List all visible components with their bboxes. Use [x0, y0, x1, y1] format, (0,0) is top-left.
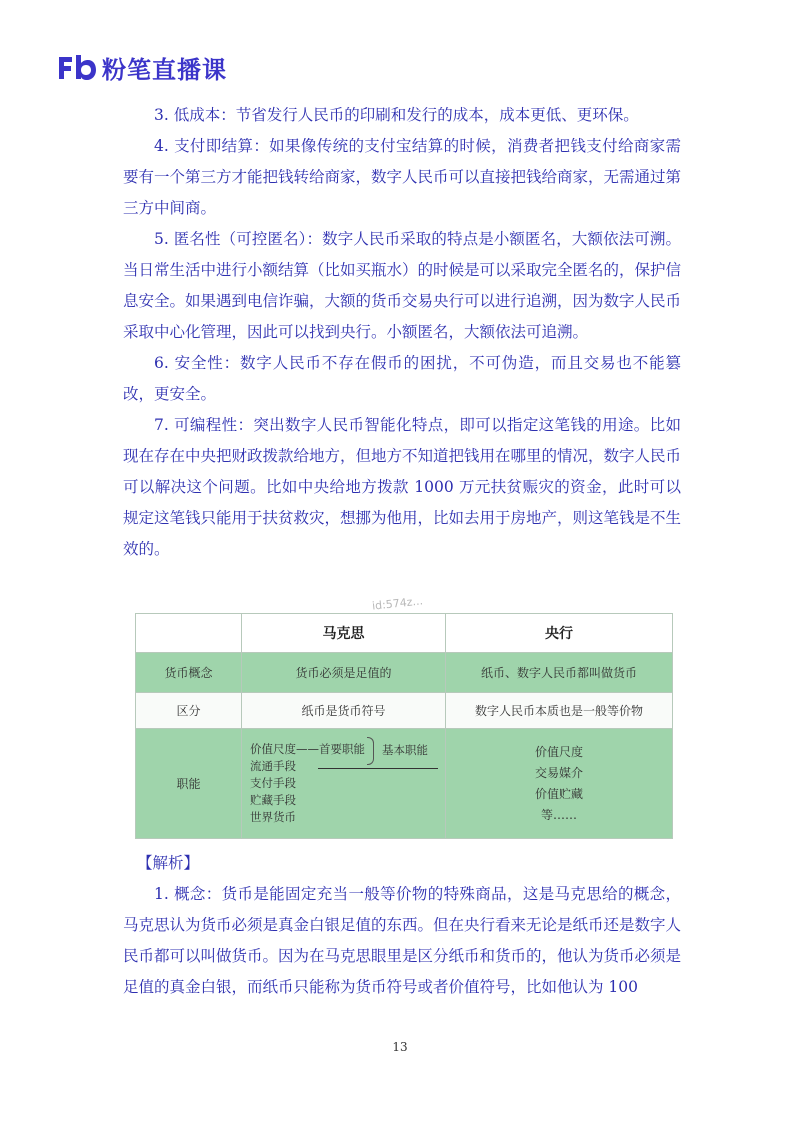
cell-central-bank-function	[446, 729, 673, 839]
row-label-concept: 货币概念	[136, 653, 242, 693]
comparison-figure	[135, 613, 673, 839]
logo	[56, 50, 227, 84]
paragraph-anonymity: 5. 匿名性（可控匿名）：数字人民币采取的特点是小额匿名，大额依法可溯。当日常生活中进行小额结算（比如买瓶水）的时候是可以采取完全匿名的，保护信息安全。如果遇到电信诈骗，大额的货币交易央行可以进行追溯，因为数字人民币采取中心化管理，因此可以找到央行。小额匿名，大额依法可追溯。	[123, 230, 682, 341]
row-label-function: 职能	[136, 729, 242, 839]
divider-line	[318, 768, 438, 769]
analysis-title: 【解析】	[137, 854, 200, 872]
header-central-bank: 央行	[446, 614, 673, 653]
paragraph-low-cost: 3. 低成本：节省发行人民币的印刷和发行的成本，成本更低、更环保。	[154, 106, 639, 124]
header-empty	[136, 614, 242, 653]
marx-function-item: 支付手段	[250, 776, 296, 790]
marx-function-item: 流通手段	[250, 759, 296, 773]
fenbi-logo-icon	[56, 53, 96, 81]
comparison-table	[135, 613, 673, 839]
paragraph-programmability: 7. 可编程性：突出数字人民币智能化特点，即可以指定这笔钱的用途。比如现在存在中央把财政拨款给地方，但地方不知道把钱用在哪里的情况，数字人民币可以解决这个问题。比如中央给地方拨款 1000 万元扶贫赈灾的资金，此时可以规定这笔钱只能用于扶贫救灾，想挪为他用，比如去用于房地产，则这笔钱是不生效的。	[123, 416, 682, 558]
central-bank-function-item: 交易媒介	[534, 765, 583, 780]
table-row-distinction	[136, 693, 673, 729]
cell-central-bank-distinction: 数字人民币本质也是一般等价物	[446, 693, 673, 729]
marx-function-item: 价值尺度——首要职能	[250, 742, 365, 756]
body-text	[123, 100, 681, 565]
watermark: id:574z...	[371, 594, 424, 613]
header-marx: 马克思	[242, 614, 446, 653]
paragraph-payment-settlement: 4. 支付即结算：如果像传统的支付宝结算的时候，消费者把钱支付给商家需要有一个第三方才能把钱转给商家，数字人民币可以直接把钱给商家，无需通过第三方中间商。	[123, 137, 682, 217]
table-row-concept	[136, 653, 673, 693]
basic-function-label: 基本职能	[382, 743, 428, 757]
central-bank-function-item: 价值贮藏	[534, 786, 583, 801]
table-row-function	[136, 729, 673, 839]
central-bank-function-item: 等……	[540, 807, 577, 822]
page-number: 13	[392, 1040, 408, 1054]
table-header-row	[136, 614, 673, 653]
marx-function-item: 贮藏手段	[250, 793, 296, 807]
analysis-section	[123, 848, 681, 1003]
paragraph-security: 6. 安全性：数字人民币不存在假币的困扰，不可伪造，而且交易也不能篡改，更安全。	[123, 354, 681, 403]
cell-marx-distinction: 纸币是货币符号	[242, 693, 446, 729]
row-label-distinction: 区分	[136, 693, 242, 729]
analysis-paragraph: 1. 概念：货币是能固定充当一般等价物的特殊商品，这是马克思给的概念，马克思认为货币必须是真金白银足值的东西。但在央行看来无论是纸币还是数字人民币都可以叫做货币。因为在马克思眼里是区分纸币和货币的，他认为货币必须是足值的真金白银，而纸币只能称为货币符号或者价值符号，比如他认为 100	[123, 885, 682, 996]
brace-icon	[367, 737, 374, 765]
cell-marx-concept: 货币必须是足值的	[242, 653, 446, 693]
cell-central-bank-concept: 纸币、数字人民币都叫做货币	[446, 653, 673, 693]
logo-text: 粉笔直播课	[102, 55, 227, 84]
marx-function-item: 世界货币	[250, 810, 296, 824]
central-bank-function-item: 价值尺度	[534, 744, 583, 759]
cell-marx-function	[242, 729, 446, 839]
